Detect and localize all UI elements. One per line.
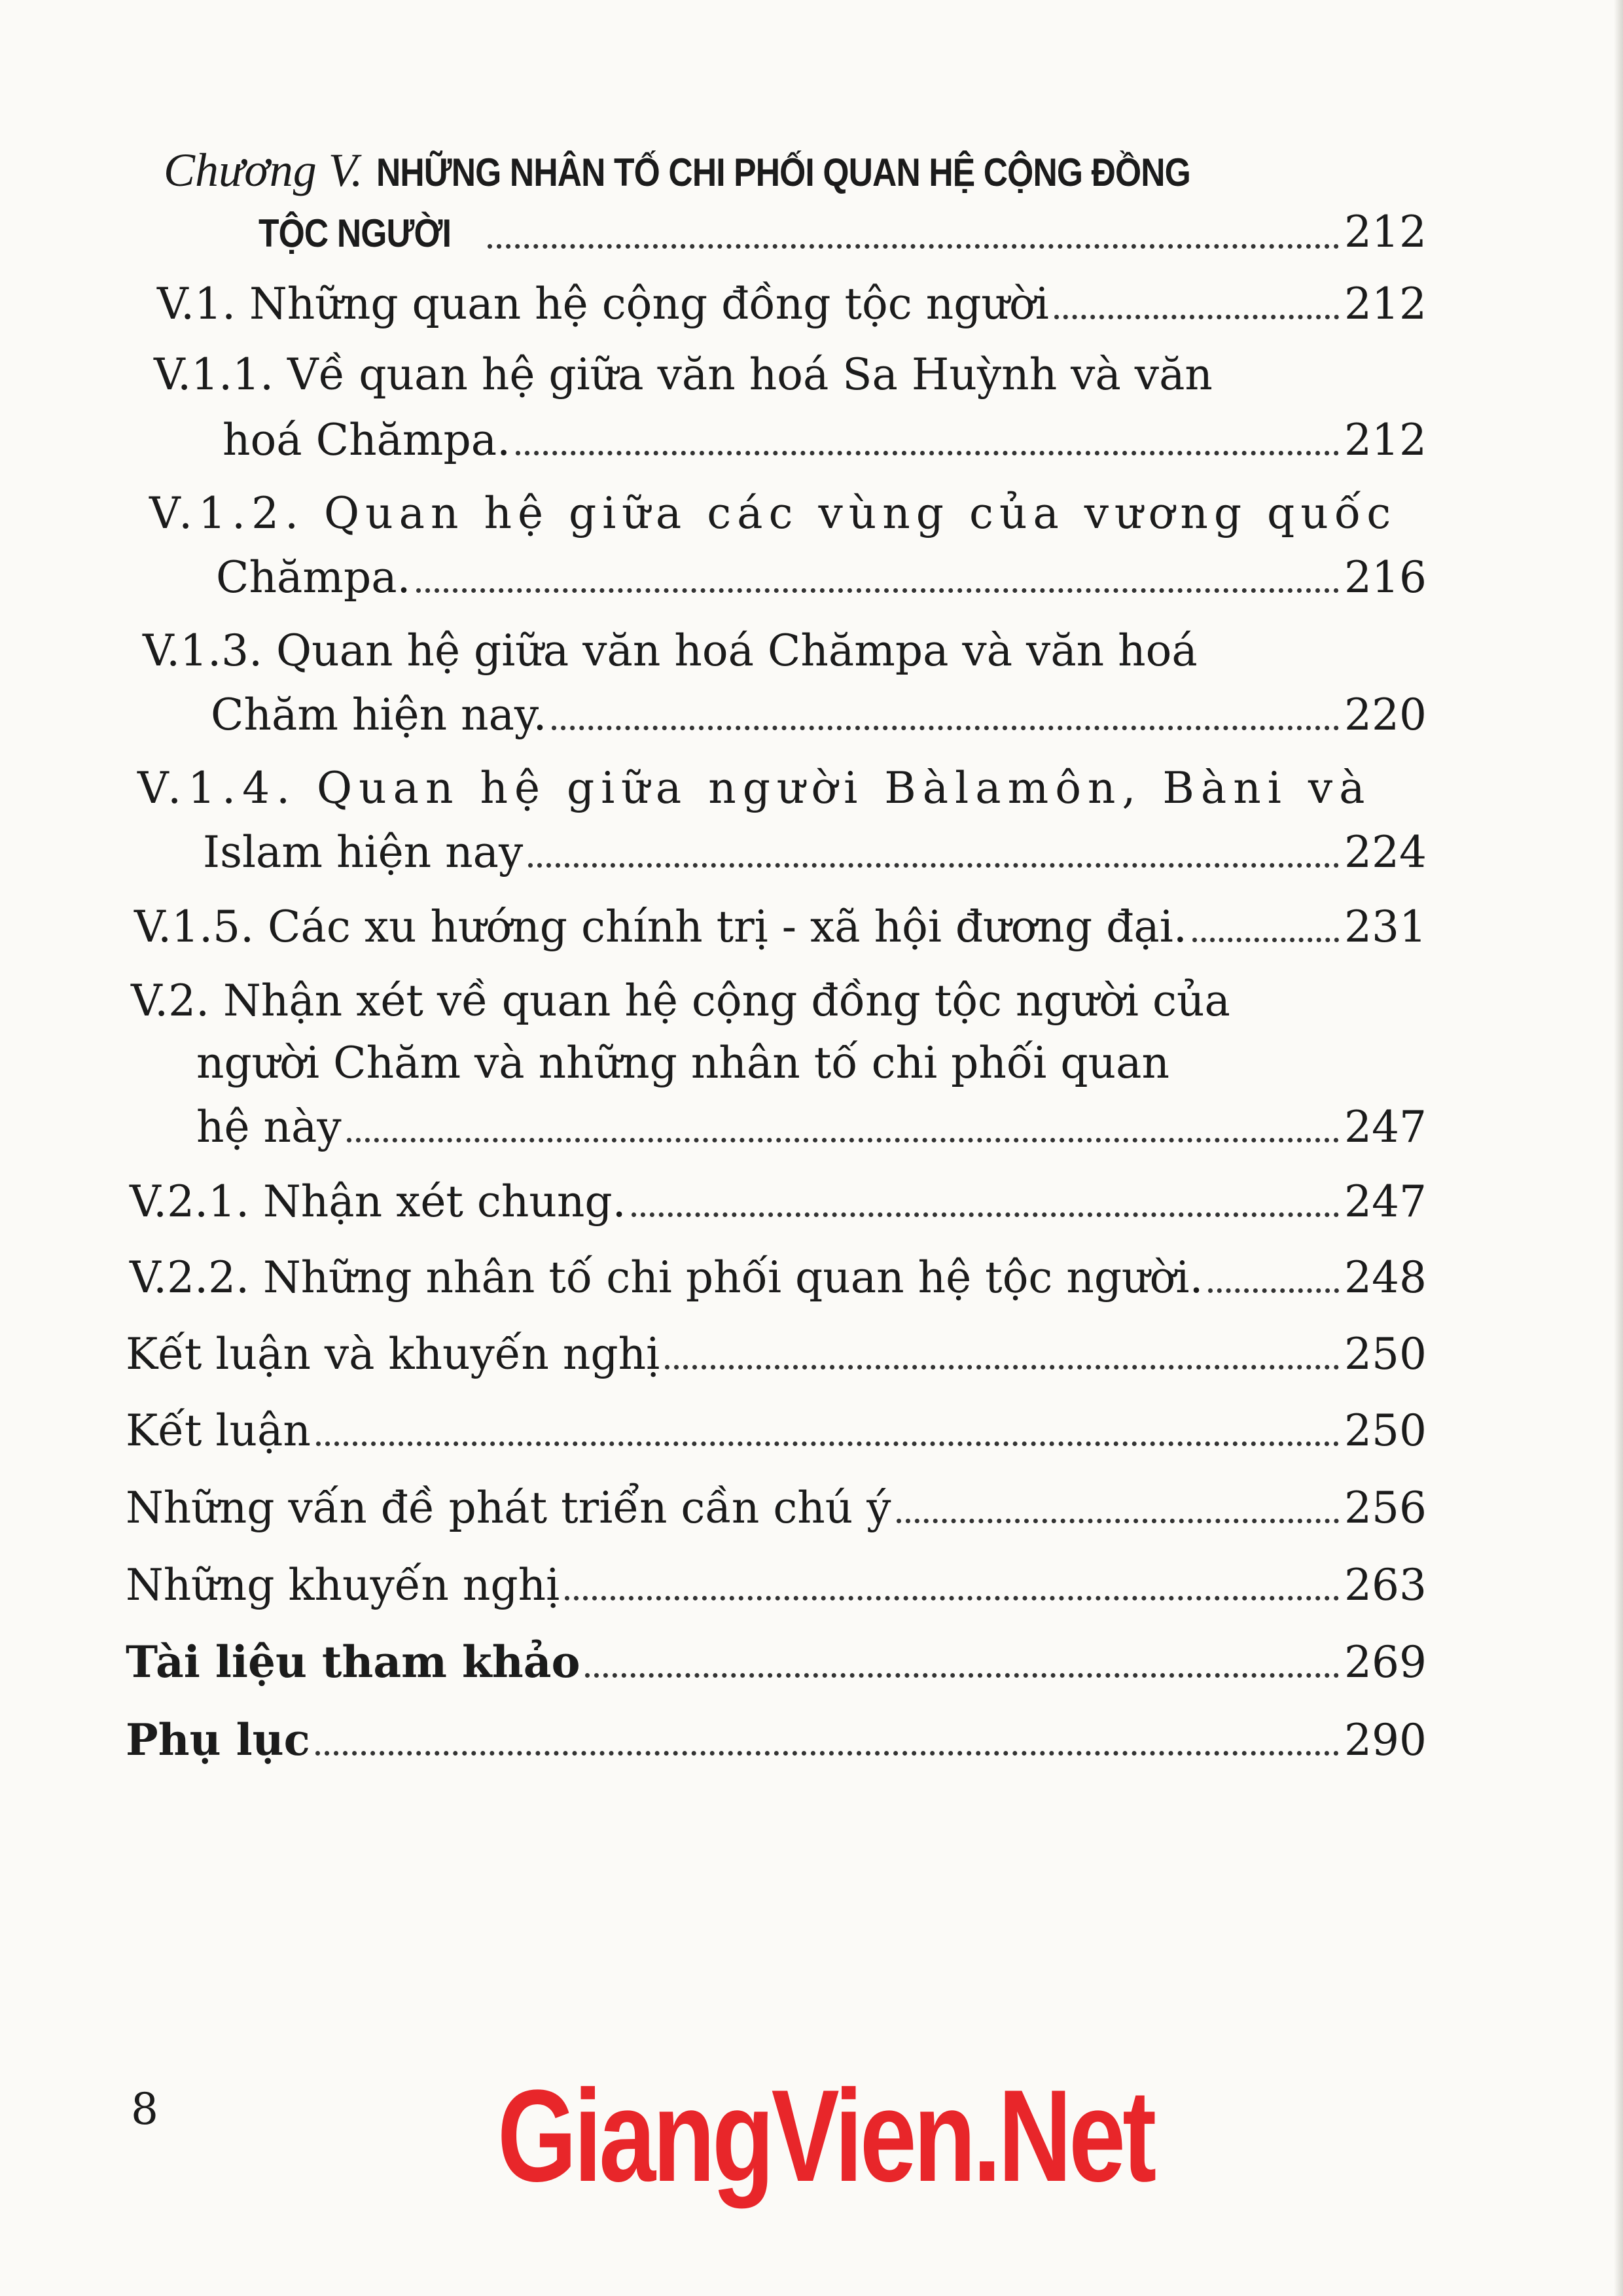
toc-entry-line <box>154 345 1270 404</box>
page-ref: 247 <box>1344 1102 1427 1152</box>
toc-entry-chapter[interactable] <box>259 203 1427 263</box>
chapter-prefix: Chương V. <box>164 144 363 196</box>
toc-entry[interactable] <box>130 1248 1427 1307</box>
toc-entry-text: V.2.2. Những nhân tố chi phối quan hệ tộc người. <box>130 1252 1204 1303</box>
toc-entry-text: Kết luận <box>126 1405 311 1456</box>
toc-entry[interactable] <box>196 1098 1427 1157</box>
toc-entry-text: V.1.1. Về quan hệ giữa văn hoá Sa Huỳnh và văn <box>154 349 1213 400</box>
chapter-heading <box>164 141 1323 202</box>
toc-entry-text: V.1.4. Quan hệ giữa người Bàlamôn, Bàni và <box>137 763 1372 813</box>
toc-entry-text: hoá Chămpa. <box>223 415 511 465</box>
dot-leader <box>897 1519 1339 1523</box>
page-ref: 256 <box>1344 1483 1427 1533</box>
chapter-title-line2: TỘC NGƯỜI <box>259 211 452 255</box>
toc-entry-text: người Chăm và những nhân tố chi phối quan <box>196 1038 1169 1088</box>
toc-entry[interactable] <box>223 411 1427 470</box>
toc-entry-text: V.2.1. Nhận xét chung. <box>130 1176 626 1227</box>
dot-leader <box>632 1212 1339 1217</box>
chapter-title-line1: NHỮNG NHÂN TỐ CHI PHỐI QUAN HỆ CỘNG ĐỒNG <box>376 150 1191 194</box>
dot-leader <box>347 1138 1339 1142</box>
dot-leader <box>488 244 1339 249</box>
toc-entry[interactable] <box>126 1710 1427 1770</box>
toc-entry-text: Islam hiện nay <box>203 827 524 877</box>
toc-entry-text: V.1. Những quan hệ cộng đồng tộc người <box>157 279 1049 329</box>
page-ref: 212 <box>1344 415 1427 465</box>
toc-entry[interactable] <box>134 898 1427 957</box>
toc-entry[interactable] <box>126 1556 1427 1615</box>
page-ref: 250 <box>1344 1329 1427 1379</box>
toc-entry-text: hệ này <box>196 1102 342 1152</box>
toc-entry[interactable] <box>126 1325 1427 1384</box>
toc-entry-text: Kết luận và khuyến nghị <box>126 1329 660 1379</box>
toc-entry[interactable] <box>126 1633 1427 1692</box>
toc-entry-text: V.1.2. Quan hệ giữa các vùng của vương quốc <box>149 488 1397 539</box>
watermark: GiangVien.Net <box>497 2063 1154 2209</box>
toc-entry-line <box>143 622 1270 680</box>
toc-entry[interactable] <box>157 275 1427 334</box>
toc-entry-text: Những vấn đề phát triển cần chú ý <box>126 1483 891 1533</box>
toc-entry-line <box>149 484 1397 543</box>
dot-leader <box>552 726 1339 730</box>
dot-leader <box>316 1441 1339 1446</box>
toc-entry-line <box>131 972 1270 1031</box>
dot-leader <box>585 1673 1339 1678</box>
page-ref: 290 <box>1344 1715 1427 1765</box>
toc-entry-text: Tài liệu tham khảo <box>126 1636 580 1687</box>
page-ref: 231 <box>1344 902 1427 952</box>
dot-leader <box>516 451 1339 455</box>
toc-entry[interactable] <box>203 823 1427 882</box>
page-number: 8 <box>131 2084 158 2134</box>
toc-entry-line <box>137 759 1372 818</box>
toc-entry-text: Những khuyến nghị <box>126 1560 560 1610</box>
page-ref: 263 <box>1344 1560 1427 1610</box>
dot-leader <box>1054 315 1339 319</box>
toc-entry-text: V.1.3. Quan hệ giữa văn hoá Chămpa và văn hoá <box>143 626 1198 676</box>
toc-entry-text: V.1.5. Các xu hướng chính trị - xã hội đương đại. <box>134 902 1187 952</box>
page-ref: 220 <box>1344 690 1427 740</box>
toc-entry[interactable] <box>130 1173 1427 1231</box>
page-ref: 224 <box>1344 827 1427 877</box>
toc-entry[interactable] <box>216 548 1427 607</box>
page-ref: 212 <box>1344 279 1427 329</box>
dot-leader <box>1208 1288 1339 1293</box>
page-ref: 212 <box>1344 207 1427 257</box>
dot-leader <box>1192 938 1339 942</box>
toc-entry-text: Chăm hiện nay. <box>211 690 547 740</box>
page-ref: 247 <box>1344 1176 1427 1227</box>
page-ref: 250 <box>1344 1405 1427 1456</box>
dot-leader <box>565 1596 1339 1600</box>
toc-entry-text: Chămpa. <box>216 552 411 603</box>
toc-entry[interactable] <box>126 1479 1427 1538</box>
dot-leader <box>528 863 1339 868</box>
toc-entry-line <box>196 1034 1270 1093</box>
toc-entry-text: V.2. Nhận xét về quan hệ cộng đồng tộc người của <box>131 976 1230 1026</box>
toc-entry[interactable] <box>126 1402 1427 1460</box>
toc-entry-text: Phụ lục <box>126 1714 310 1765</box>
dot-leader <box>416 588 1340 593</box>
dot-leader <box>315 1751 1339 1756</box>
page-ref: 248 <box>1344 1252 1427 1303</box>
page-ref: 216 <box>1344 552 1427 603</box>
page-ref: 269 <box>1344 1637 1427 1687</box>
toc-entry[interactable] <box>211 686 1427 745</box>
dot-leader <box>665 1365 1339 1369</box>
